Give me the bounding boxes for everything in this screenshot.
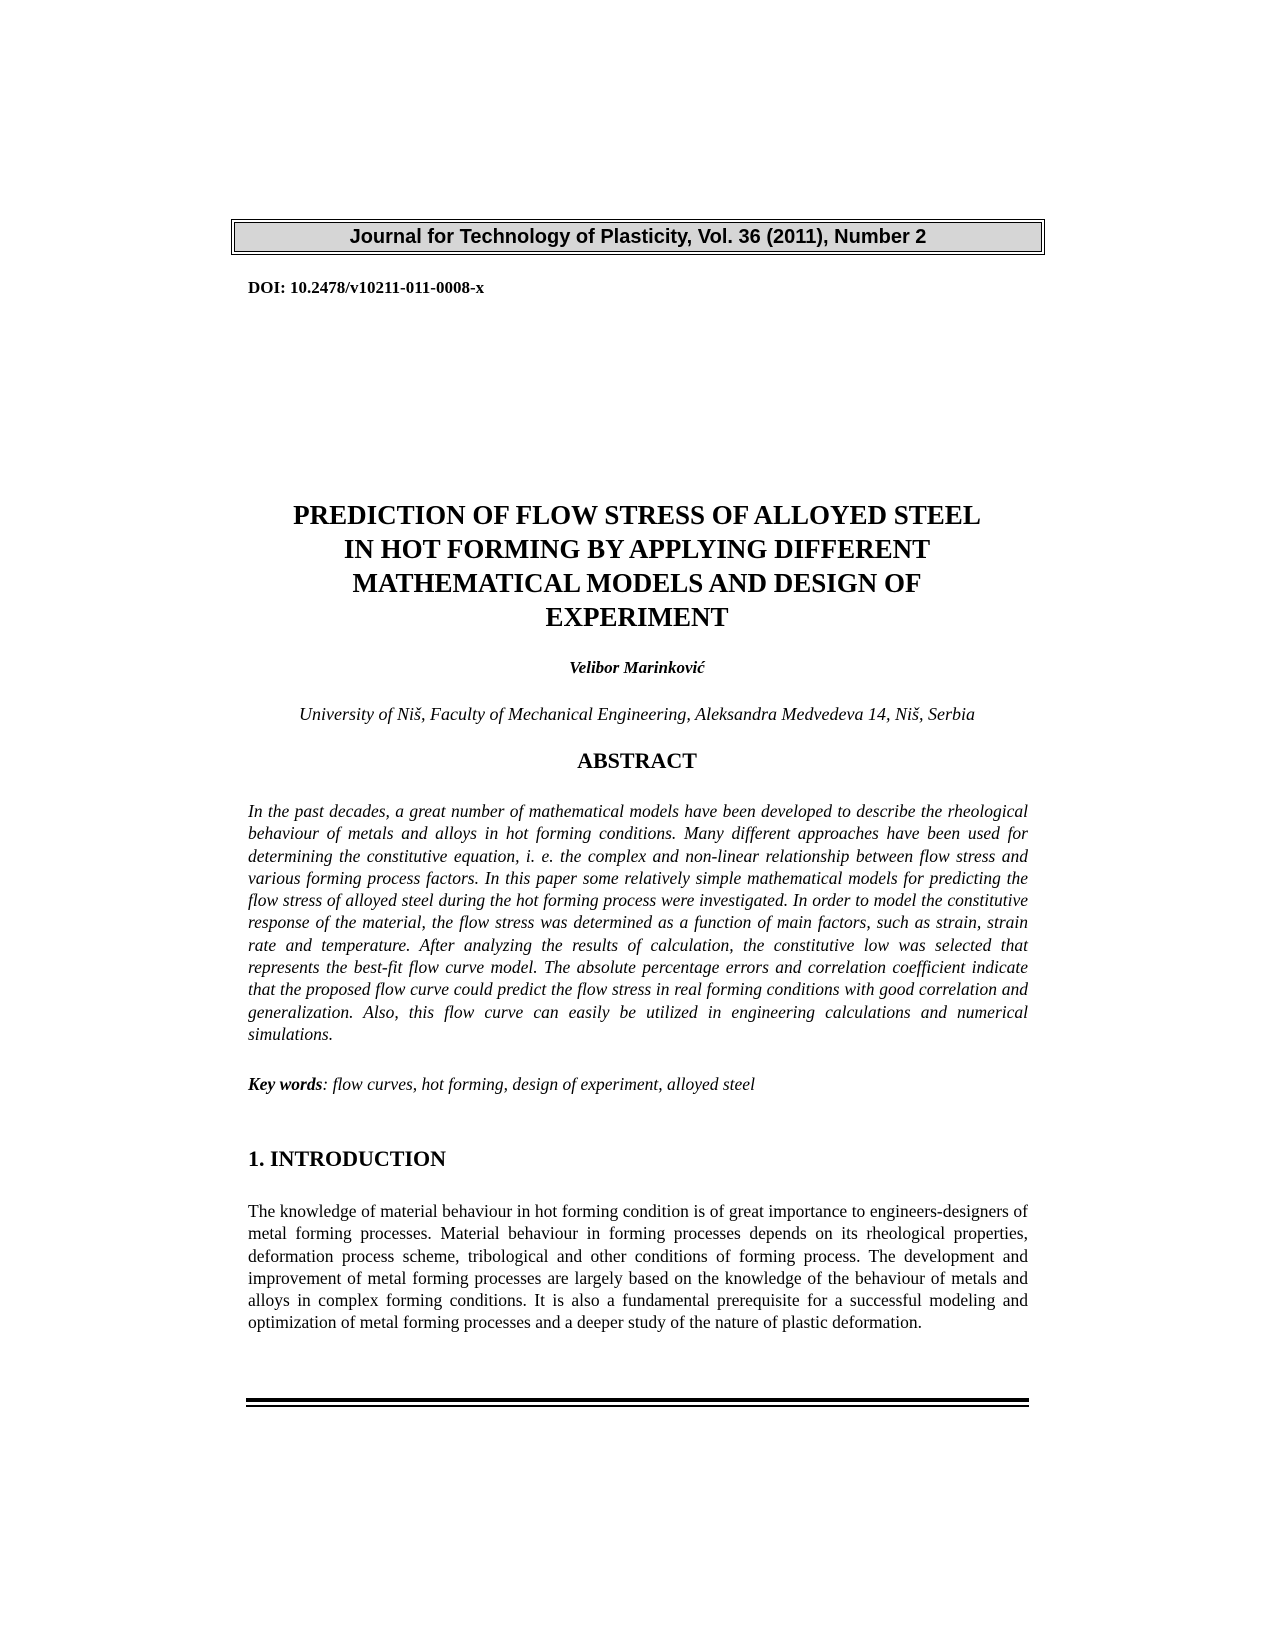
section-heading-introduction: 1. INTRODUCTION (248, 1146, 447, 1171)
introduction-text: The knowledge of material behaviour in hot forming condition is of great importance to engineers-designers of metal forming processes. Material behaviour in forming processes depends on its rheological properties, deformation process scheme, tribological and other conditions of forming process. The development and improvement of metal forming processes are largely based on the knowledge of the behaviour of metals and alloys in complex forming conditions. It is also a fundamental prerequisite for a successful modeling and optimization of metal forming processes and a deeper study of the nature of plastic deformation. (248, 1201, 1028, 1333)
keywords-label: Key words (248, 1074, 323, 1094)
author: Velibor Marinković (569, 658, 705, 677)
keywords (248, 1074, 1028, 1095)
paper-title (234, 498, 1040, 634)
title-line: MATHEMATICAL MODELS AND DESIGN OF (352, 568, 922, 598)
abstract-heading: ABSTRACT (577, 748, 697, 773)
doi: DOI: 10.2478/v10211-011-0008-x (248, 278, 485, 297)
abstract-text: In the past decades, a great number of mathematical models have been developed to describe the rheological behaviour of metals and alloys in hot forming conditions. Many different approaches have been used for determining the constitutive equation, i. e. the complex and non-linear relationship between flow stress and various forming process factors. In this paper some relatively simple mathematical models for predicting the flow stress of alloyed steel during the hot forming process were investigated. In order to model the constitutive response of the material, the flow stress was determined as a function of main factors, such as strain, strain rate and temperature. After analyzing the results of calculation, the constitutive low was selected that represents the best-fit flow curve model. The absolute percentage errors and correlation coefficient indicate that the proposed flow curve could predict the flow stress in real forming conditions with good correlation and generalization. Also, this flow curve can easily be utilized in engineering calculations and numerical simulations. (248, 801, 1028, 1044)
footer-rule (246, 1398, 1029, 1407)
journal-header: Journal for Technology of Plasticity, Vol. 36 (2011), Number 2 (234, 222, 1042, 252)
title-line: IN HOT FORMING BY APPLYING DIFFERENT (343, 534, 931, 564)
title-line: PREDICTION OF FLOW STRESS OF ALLOYED STEEL (293, 500, 981, 530)
affiliation: University of Niš, Faculty of Mechanical Engineering, Aleksandra Medvedeva 14, Niš, Serbia (298, 704, 976, 724)
keywords-text: : flow curves, hot forming, design of experiment, alloyed steel (322, 1074, 755, 1094)
title-line: EXPERIMENT (545, 602, 729, 632)
